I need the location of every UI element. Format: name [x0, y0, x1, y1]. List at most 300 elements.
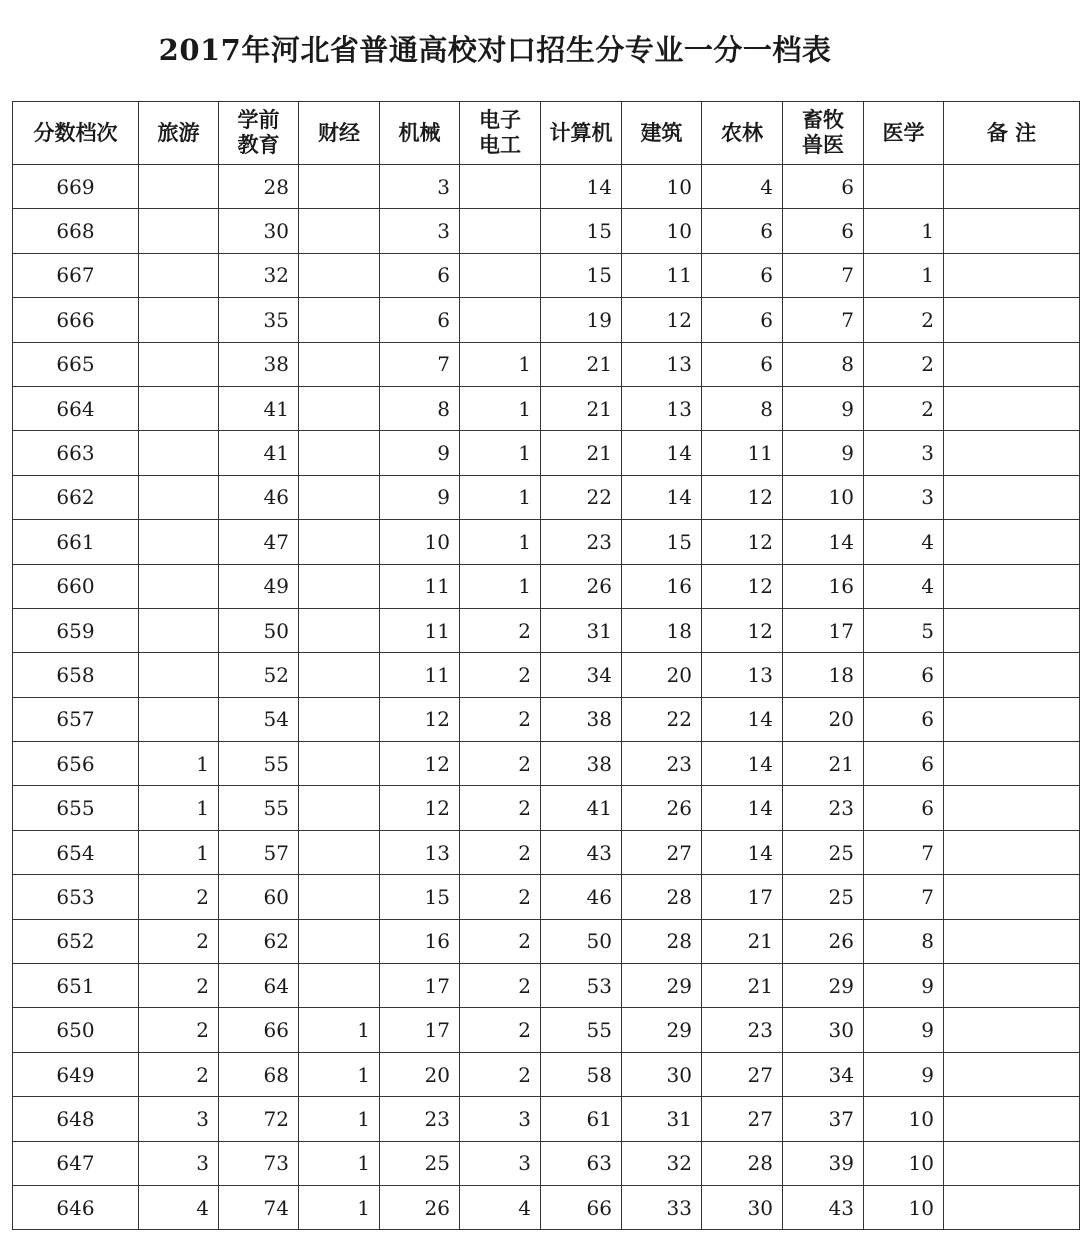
count-cell: 23 [702, 1008, 783, 1052]
count-cell: 2 [139, 919, 219, 963]
count-cell: 55 [219, 742, 299, 786]
score-cell: 658 [13, 653, 139, 697]
count-cell: 18 [622, 608, 702, 652]
count-cell: 12 [702, 564, 783, 608]
score-cell: 648 [13, 1097, 139, 1141]
count-cell: 1 [139, 742, 219, 786]
table-row [13, 342, 1080, 386]
score-cell: 666 [13, 298, 139, 342]
count-cell: 14 [541, 165, 622, 209]
score-cell: 657 [13, 697, 139, 741]
count-cell: 1 [299, 1185, 380, 1229]
count-cell: 72 [219, 1097, 299, 1141]
count-cell: 10 [864, 1185, 944, 1229]
count-cell [944, 1097, 1080, 1141]
count-cell [299, 209, 380, 253]
count-cell: 29 [622, 1008, 702, 1052]
column-header-label: 旅游 [157, 120, 200, 145]
column-header [219, 102, 299, 165]
count-cell: 66 [219, 1008, 299, 1052]
count-cell: 20 [622, 653, 702, 697]
count-cell [944, 1141, 1080, 1185]
count-cell: 9 [864, 1052, 944, 1096]
count-cell: 54 [219, 697, 299, 741]
count-cell: 12 [380, 786, 460, 830]
count-cell: 28 [622, 919, 702, 963]
count-cell: 11 [702, 431, 783, 475]
score-cell: 659 [13, 608, 139, 652]
count-cell: 14 [702, 830, 783, 874]
count-cell: 6 [783, 165, 864, 209]
count-cell: 13 [702, 653, 783, 697]
count-cell: 46 [219, 475, 299, 519]
count-cell: 57 [219, 830, 299, 874]
count-cell [944, 1052, 1080, 1096]
table-row [13, 830, 1080, 874]
count-cell: 8 [864, 919, 944, 963]
count-cell: 37 [783, 1097, 864, 1141]
count-cell: 28 [622, 875, 702, 919]
count-cell [299, 165, 380, 209]
count-cell: 9 [380, 431, 460, 475]
column-header-label: 学前 [237, 108, 280, 132]
count-cell [139, 386, 219, 430]
count-cell: 14 [622, 431, 702, 475]
count-cell: 21 [702, 919, 783, 963]
count-cell: 4 [139, 1185, 219, 1229]
count-cell: 14 [622, 475, 702, 519]
count-cell [139, 209, 219, 253]
count-cell [299, 875, 380, 919]
column-header-label: 农林 [721, 120, 763, 145]
count-cell: 66 [541, 1185, 622, 1229]
score-cell: 650 [13, 1008, 139, 1052]
table-row [13, 697, 1080, 741]
count-cell: 2 [460, 742, 541, 786]
count-cell [299, 475, 380, 519]
count-cell: 35 [219, 298, 299, 342]
count-cell: 13 [622, 342, 702, 386]
count-cell: 11 [622, 253, 702, 297]
table-row [13, 1052, 1080, 1096]
count-cell: 29 [783, 964, 864, 1008]
count-cell [944, 830, 1080, 874]
count-cell: 38 [219, 342, 299, 386]
table-body [13, 165, 1080, 1230]
count-cell: 9 [783, 386, 864, 430]
count-cell: 7 [864, 830, 944, 874]
count-cell: 10 [783, 475, 864, 519]
count-cell [944, 386, 1080, 430]
count-cell: 10 [622, 209, 702, 253]
count-cell [299, 253, 380, 297]
count-cell: 1 [460, 431, 541, 475]
count-cell: 58 [541, 1052, 622, 1096]
count-cell: 52 [219, 653, 299, 697]
count-cell: 2 [460, 697, 541, 741]
count-cell [299, 608, 380, 652]
count-cell: 6 [864, 786, 944, 830]
count-cell: 20 [380, 1052, 460, 1096]
count-cell [460, 165, 541, 209]
count-cell: 6 [864, 697, 944, 741]
count-cell [944, 786, 1080, 830]
column-header [299, 102, 380, 165]
page-title: 2017年河北省普通高校对口招生分专业一分一档表 [158, 33, 832, 67]
count-cell: 10 [622, 165, 702, 209]
count-cell: 30 [219, 209, 299, 253]
table-row [13, 608, 1080, 652]
count-cell: 3 [139, 1097, 219, 1141]
count-cell: 15 [541, 253, 622, 297]
table-header-row [13, 102, 1080, 165]
count-cell: 7 [783, 253, 864, 297]
count-cell [139, 608, 219, 652]
count-cell [944, 475, 1080, 519]
score-cell: 652 [13, 919, 139, 963]
count-cell: 28 [219, 165, 299, 209]
score-cell: 649 [13, 1052, 139, 1096]
count-cell [139, 342, 219, 386]
score-cell: 664 [13, 386, 139, 430]
count-cell [139, 520, 219, 564]
count-cell: 2 [460, 1052, 541, 1096]
count-cell: 1 [460, 520, 541, 564]
count-cell: 1 [864, 253, 944, 297]
count-cell [139, 298, 219, 342]
count-cell: 1 [299, 1052, 380, 1096]
count-cell: 23 [380, 1097, 460, 1141]
column-header-label: 机械 [398, 120, 441, 145]
column-header-label: 电工 [479, 133, 521, 157]
count-cell: 2 [460, 875, 541, 919]
count-cell [944, 165, 1080, 209]
count-cell [299, 520, 380, 564]
count-cell: 2 [139, 1052, 219, 1096]
count-cell: 18 [783, 653, 864, 697]
count-cell: 60 [219, 875, 299, 919]
count-cell: 9 [380, 475, 460, 519]
column-header-label: 计算机 [549, 120, 613, 145]
count-cell [299, 697, 380, 741]
count-cell: 4 [702, 165, 783, 209]
count-cell: 8 [380, 386, 460, 430]
count-cell: 6 [702, 253, 783, 297]
count-cell: 16 [783, 564, 864, 608]
count-cell: 1 [460, 342, 541, 386]
count-cell: 14 [702, 697, 783, 741]
count-cell: 12 [702, 475, 783, 519]
count-cell: 15 [380, 875, 460, 919]
column-header [139, 102, 219, 165]
column-header [13, 102, 139, 165]
count-cell: 2 [460, 830, 541, 874]
score-cell: 661 [13, 520, 139, 564]
column-header-label: 畜牧 [802, 108, 844, 132]
count-cell: 8 [702, 386, 783, 430]
count-cell: 2 [460, 786, 541, 830]
count-cell: 39 [783, 1141, 864, 1185]
table-row [13, 386, 1080, 430]
count-cell: 3 [460, 1097, 541, 1141]
count-cell: 43 [541, 830, 622, 874]
count-cell: 30 [702, 1185, 783, 1229]
count-cell [864, 165, 944, 209]
count-cell [944, 697, 1080, 741]
count-cell: 3 [139, 1141, 219, 1185]
count-cell [139, 564, 219, 608]
score-cell: 647 [13, 1141, 139, 1185]
column-header [702, 102, 783, 165]
count-cell: 17 [380, 964, 460, 1008]
count-cell: 53 [541, 964, 622, 1008]
count-cell: 62 [219, 919, 299, 963]
column-header [380, 102, 460, 165]
table-row [13, 653, 1080, 697]
count-cell: 15 [541, 209, 622, 253]
count-cell: 21 [541, 342, 622, 386]
count-cell [139, 165, 219, 209]
count-cell: 28 [702, 1141, 783, 1185]
count-cell [139, 653, 219, 697]
count-cell: 61 [541, 1097, 622, 1141]
count-cell: 47 [219, 520, 299, 564]
column-header-label: 分数档次 [33, 120, 118, 145]
count-cell: 10 [864, 1097, 944, 1141]
count-cell: 6 [864, 653, 944, 697]
table-row [13, 475, 1080, 519]
count-cell: 6 [702, 209, 783, 253]
count-cell: 10 [380, 520, 460, 564]
count-cell: 22 [541, 475, 622, 519]
count-cell [944, 342, 1080, 386]
count-cell [944, 253, 1080, 297]
count-cell: 23 [622, 742, 702, 786]
count-cell: 32 [622, 1141, 702, 1185]
count-cell: 29 [622, 964, 702, 1008]
table-row [13, 742, 1080, 786]
column-header [864, 102, 944, 165]
count-cell [944, 431, 1080, 475]
count-cell: 22 [622, 697, 702, 741]
count-cell [299, 742, 380, 786]
count-cell: 2 [460, 964, 541, 1008]
count-cell: 2 [139, 964, 219, 1008]
count-cell: 64 [219, 964, 299, 1008]
count-cell [944, 608, 1080, 652]
count-cell [944, 520, 1080, 564]
count-cell: 2 [460, 919, 541, 963]
column-header [944, 102, 1080, 165]
count-cell: 21 [783, 742, 864, 786]
score-cell: 660 [13, 564, 139, 608]
count-cell: 25 [783, 875, 864, 919]
count-cell: 7 [783, 298, 864, 342]
count-cell [460, 298, 541, 342]
count-cell: 11 [380, 608, 460, 652]
score-cell: 662 [13, 475, 139, 519]
count-cell: 2 [864, 386, 944, 430]
count-cell [944, 1185, 1080, 1229]
count-cell: 30 [783, 1008, 864, 1052]
table-row [13, 1185, 1080, 1229]
count-cell: 9 [864, 964, 944, 1008]
count-cell: 12 [702, 520, 783, 564]
count-cell: 23 [541, 520, 622, 564]
column-header [460, 102, 541, 165]
count-cell: 7 [380, 342, 460, 386]
column-header-label: 兽医 [802, 133, 844, 157]
count-cell [299, 653, 380, 697]
score-cell: 669 [13, 165, 139, 209]
count-cell: 13 [380, 830, 460, 874]
count-cell: 12 [622, 298, 702, 342]
count-cell: 26 [783, 919, 864, 963]
column-header [622, 102, 702, 165]
count-cell: 14 [702, 786, 783, 830]
count-cell [299, 342, 380, 386]
count-cell: 6 [702, 342, 783, 386]
count-cell [139, 475, 219, 519]
count-cell: 9 [783, 431, 864, 475]
count-cell: 3 [380, 209, 460, 253]
count-cell [299, 386, 380, 430]
count-cell: 2 [139, 1008, 219, 1052]
column-header-label: 电子 [479, 108, 521, 132]
count-cell: 63 [541, 1141, 622, 1185]
count-cell: 7 [864, 875, 944, 919]
score-cell: 665 [13, 342, 139, 386]
count-cell: 19 [541, 298, 622, 342]
count-cell: 43 [783, 1185, 864, 1229]
count-cell: 6 [380, 298, 460, 342]
count-cell: 38 [541, 742, 622, 786]
column-header [783, 102, 864, 165]
count-cell [299, 786, 380, 830]
count-cell: 6 [380, 253, 460, 297]
table-row [13, 431, 1080, 475]
score-cell: 653 [13, 875, 139, 919]
count-cell: 1 [299, 1097, 380, 1141]
count-cell: 68 [219, 1052, 299, 1096]
count-cell: 11 [380, 564, 460, 608]
score-cell: 655 [13, 786, 139, 830]
count-cell [460, 253, 541, 297]
score-cell: 668 [13, 209, 139, 253]
count-cell: 31 [541, 608, 622, 652]
count-cell [139, 253, 219, 297]
count-cell: 11 [380, 653, 460, 697]
count-cell: 50 [219, 608, 299, 652]
count-cell: 4 [460, 1185, 541, 1229]
count-cell [944, 653, 1080, 697]
count-cell: 21 [541, 431, 622, 475]
count-cell: 4 [864, 564, 944, 608]
count-cell: 6 [864, 742, 944, 786]
table-row [13, 1141, 1080, 1185]
column-header-label: 财经 [318, 120, 360, 145]
count-cell: 2 [460, 608, 541, 652]
count-cell: 33 [622, 1185, 702, 1229]
count-cell: 27 [622, 830, 702, 874]
count-cell: 25 [783, 830, 864, 874]
table-row [13, 209, 1080, 253]
count-cell [944, 875, 1080, 919]
count-cell: 2 [864, 342, 944, 386]
table-row [13, 1097, 1080, 1141]
count-cell: 3 [380, 165, 460, 209]
count-cell [944, 742, 1080, 786]
count-cell: 55 [541, 1008, 622, 1052]
count-cell: 21 [702, 964, 783, 1008]
count-cell: 74 [219, 1185, 299, 1229]
count-cell: 1 [864, 209, 944, 253]
count-cell: 32 [219, 253, 299, 297]
count-cell: 14 [702, 742, 783, 786]
table-row [13, 919, 1080, 963]
count-cell: 26 [541, 564, 622, 608]
count-cell [460, 209, 541, 253]
score-cell: 663 [13, 431, 139, 475]
count-cell: 2 [460, 653, 541, 697]
count-cell: 5 [864, 608, 944, 652]
count-cell: 17 [380, 1008, 460, 1052]
count-cell: 6 [702, 298, 783, 342]
count-cell: 1 [460, 564, 541, 608]
count-cell: 15 [622, 520, 702, 564]
count-cell: 12 [702, 608, 783, 652]
table-row [13, 875, 1080, 919]
count-cell [299, 919, 380, 963]
count-cell: 55 [219, 786, 299, 830]
count-cell: 17 [702, 875, 783, 919]
count-cell: 1 [460, 386, 541, 430]
column-header-label: 备 注 [986, 120, 1037, 145]
score-cell: 651 [13, 964, 139, 1008]
count-cell: 34 [783, 1052, 864, 1096]
count-cell: 20 [783, 697, 864, 741]
count-cell: 1 [299, 1008, 380, 1052]
count-cell: 31 [622, 1097, 702, 1141]
count-cell: 30 [622, 1052, 702, 1096]
table-row [13, 564, 1080, 608]
count-cell [944, 564, 1080, 608]
count-cell: 14 [783, 520, 864, 564]
table-row [13, 520, 1080, 564]
count-cell: 6 [783, 209, 864, 253]
count-cell: 3 [460, 1141, 541, 1185]
count-cell: 16 [380, 919, 460, 963]
column-header-label: 教育 [237, 133, 280, 157]
count-cell [944, 209, 1080, 253]
count-cell [944, 1008, 1080, 1052]
count-cell: 41 [219, 386, 299, 430]
table-row [13, 1008, 1080, 1052]
count-cell [944, 964, 1080, 1008]
count-cell: 1 [460, 475, 541, 519]
count-cell [944, 298, 1080, 342]
count-cell: 16 [622, 564, 702, 608]
score-cell: 667 [13, 253, 139, 297]
score-cell: 656 [13, 742, 139, 786]
count-cell [139, 431, 219, 475]
count-cell: 25 [380, 1141, 460, 1185]
score-cell: 654 [13, 830, 139, 874]
count-cell: 2 [460, 1008, 541, 1052]
count-cell: 26 [380, 1185, 460, 1229]
count-cell: 23 [783, 786, 864, 830]
count-cell: 49 [219, 564, 299, 608]
